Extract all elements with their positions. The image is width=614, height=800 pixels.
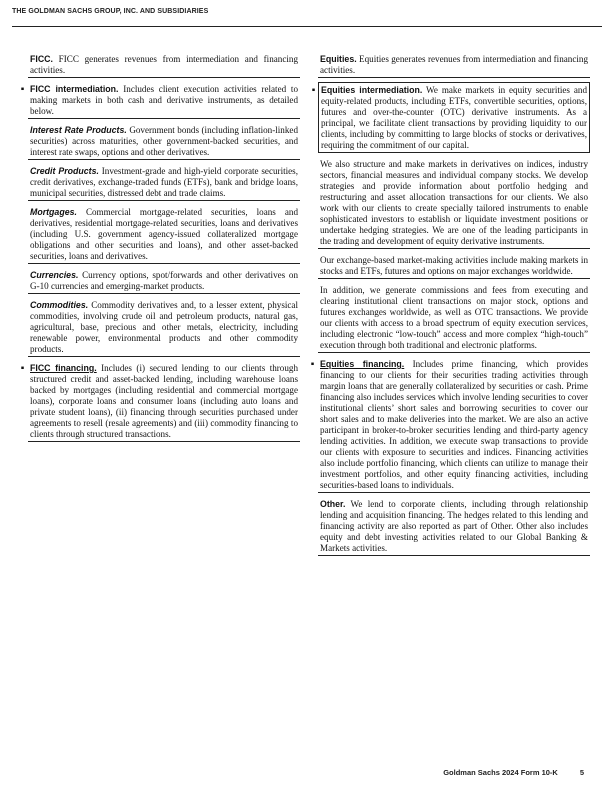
paragraph-text: In addition, we generate commissions and fees from executing and clearing institutional client transactions on major stock, options and futures exchanges worldwide, as well as OTC transactions. We provide our clients with access to a broad spectrum of equity execution services, including electronic “low-touch” access and more complex “high-touch” execution through both traditional and electronic platforms. xyxy=(320,285,588,350)
left-column xyxy=(20,52,300,446)
paragraph-heading: FICC intermediation. xyxy=(30,84,119,94)
right-column xyxy=(310,52,590,560)
page-number: 5 xyxy=(579,768,584,777)
paragraph-heading: Commodities. xyxy=(30,300,89,310)
paragraph-text: Currency options, spot/forwards and other derivatives on G-10 currencies and emerging-market products. xyxy=(30,270,298,291)
paragraph-equities xyxy=(318,52,590,78)
paragraph-mortgages xyxy=(28,205,300,264)
paragraph-text: Our exchange-based market-making activities include making markets in stocks and ETFs, futures and options on major exchanges worldwide. xyxy=(320,255,588,276)
bullet-icon: ▪ xyxy=(311,85,316,96)
paragraph-heading: Interest Rate Products. xyxy=(30,125,127,135)
paragraph-commodities xyxy=(28,298,300,357)
paragraph-text: Equities generates revenues from intermediation and financing activities. xyxy=(320,54,588,75)
paragraph-text: Includes (i) secured lending to our clients through structured credit and asset-backed lending, including warehouse loans backed by mortgages (including residential and commercial mortgage loans), corporate loans and consumer loans (including auto loans and private student loans), (ii) financing through securities purchased under agreements to resell (resale agreements) and (iii) commodity financing to clients through structured transactions. xyxy=(30,363,298,439)
paragraph-heading: Other. xyxy=(320,499,346,509)
paragraph-heading: Equities. xyxy=(320,54,357,64)
paragraph-text: Commodity derivatives and, to a lesser extent, physical commodities, involving crude oil and petroleum products, natural gas, agricultural, base, precious and other metals, electricity, including renewable power, environmental products and other commodity products. xyxy=(30,300,298,354)
paragraph-heading: FICC financing. xyxy=(30,363,97,373)
paragraph-equities-intermediation xyxy=(311,82,590,153)
paragraph-ficc-intermediation xyxy=(20,82,300,119)
bullet-icon: ▪ xyxy=(20,363,25,374)
paragraph-equities-derivatives xyxy=(318,157,590,249)
paragraph-text: Includes prime financing, which provides financing to our clients for their securities trading activities through margin loans that are generally collateralized by securities or cash. Prime financing also includes services which involve lending securities to cover institutional clients’ short sales and borrowing securities to cover our short sales and to make deliveries into the market. We are also an active participant in broker-to-broker securities lending and third-party agency lending activities. In addition, we execute swap transactions to provide our clients with exposure to securities and indices. Financing activities also include portfolio financing, which clients can utilize to manage their investment portfolios, and other equity financing activities, including securities-based loans to individuals. xyxy=(320,359,588,490)
paragraph-text: We also structure and make markets in derivatives on indices, industry sectors, financial measures and individual company stocks. We develop strategies and provide information about portfolio hedging and restructuring and asset allocation transactions for our clients. We also work with our clients to create specially tailored instruments to enable sophisticated investors to establish or liquidate investment positions or undertake hedging strategies. We are one of the leading participants in the trading and development of equity derivative instruments. xyxy=(320,159,588,246)
paragraph-text: Includes client execution activities related to making markets in both cash and derivative instruments, as detailed below. xyxy=(30,84,298,116)
paragraph-commissions xyxy=(318,283,590,353)
paragraph-text: FICC generates revenues from intermediation and financing activities. xyxy=(30,54,298,75)
paragraph-text: We make markets in equity securities and equity-related products, including ETFs, convertible securities, options, futures and over-the-counter (OTC) derivative instruments. As a principal, we facilitate client transactions by providing liquidity to our clients, including by committing to large blocks of stocks or derivatives, requiring the commitment of our capital. xyxy=(321,85,587,150)
paragraph-exchange-based xyxy=(318,253,590,279)
paragraph-heading: Credit Products. xyxy=(30,166,99,176)
paragraph-heading: FICC. xyxy=(30,54,53,64)
footer-label: Goldman Sachs 2024 Form 10-K xyxy=(443,768,558,777)
paragraph-other xyxy=(318,497,590,556)
paragraph-ficc-financing xyxy=(20,361,300,442)
paragraph-currencies xyxy=(28,268,300,294)
paragraph-text: We lend to corporate clients, including through relationship lending and acquisition financing. The hedges related to this lending and financing activity are also reported as part of Other. Other also includes equity and debt investing activities related to our Global Banking & Markets activities. xyxy=(320,499,588,553)
paragraph-ficc xyxy=(28,52,300,78)
paragraph-heading: Equities financing. xyxy=(320,359,405,369)
paragraph-credit-products xyxy=(28,164,300,201)
paragraph-heading: Mortgages. xyxy=(30,207,77,217)
paragraph-text: Commercial mortgage-related securities, loans and derivatives, residential mortgage-related securities, loans and derivatives (including U.S. government agency-issued collateralized mortgage obligations and other securities and loans), and other asset-backed securities, loans and derivatives. xyxy=(30,207,298,261)
header-rule xyxy=(12,26,602,27)
page-footer xyxy=(443,768,584,777)
paragraph-heading: Equities intermediation. xyxy=(321,85,423,95)
paragraph-interest-rate-products xyxy=(28,123,300,160)
bullet-icon: ▪ xyxy=(310,359,315,370)
paragraph-equities-financing xyxy=(310,357,590,493)
paragraph-text: Investment-grade and high-yield corporate securities, credit derivatives, exchange-traded funds (ETFs), bank and bridge loans, municipal securities, distressed debt and trade claims. xyxy=(30,166,298,198)
paragraph-heading: Currencies. xyxy=(30,270,79,280)
paragraph-text: Government bonds (including inflation-linked securities) across maturities, other government-backed securities, and interest rate swaps, options and other derivatives. xyxy=(30,125,298,157)
running-header: THE GOLDMAN SACHS GROUP, INC. AND SUBSIDIARIES xyxy=(12,8,209,15)
bullet-icon: ▪ xyxy=(20,84,25,95)
